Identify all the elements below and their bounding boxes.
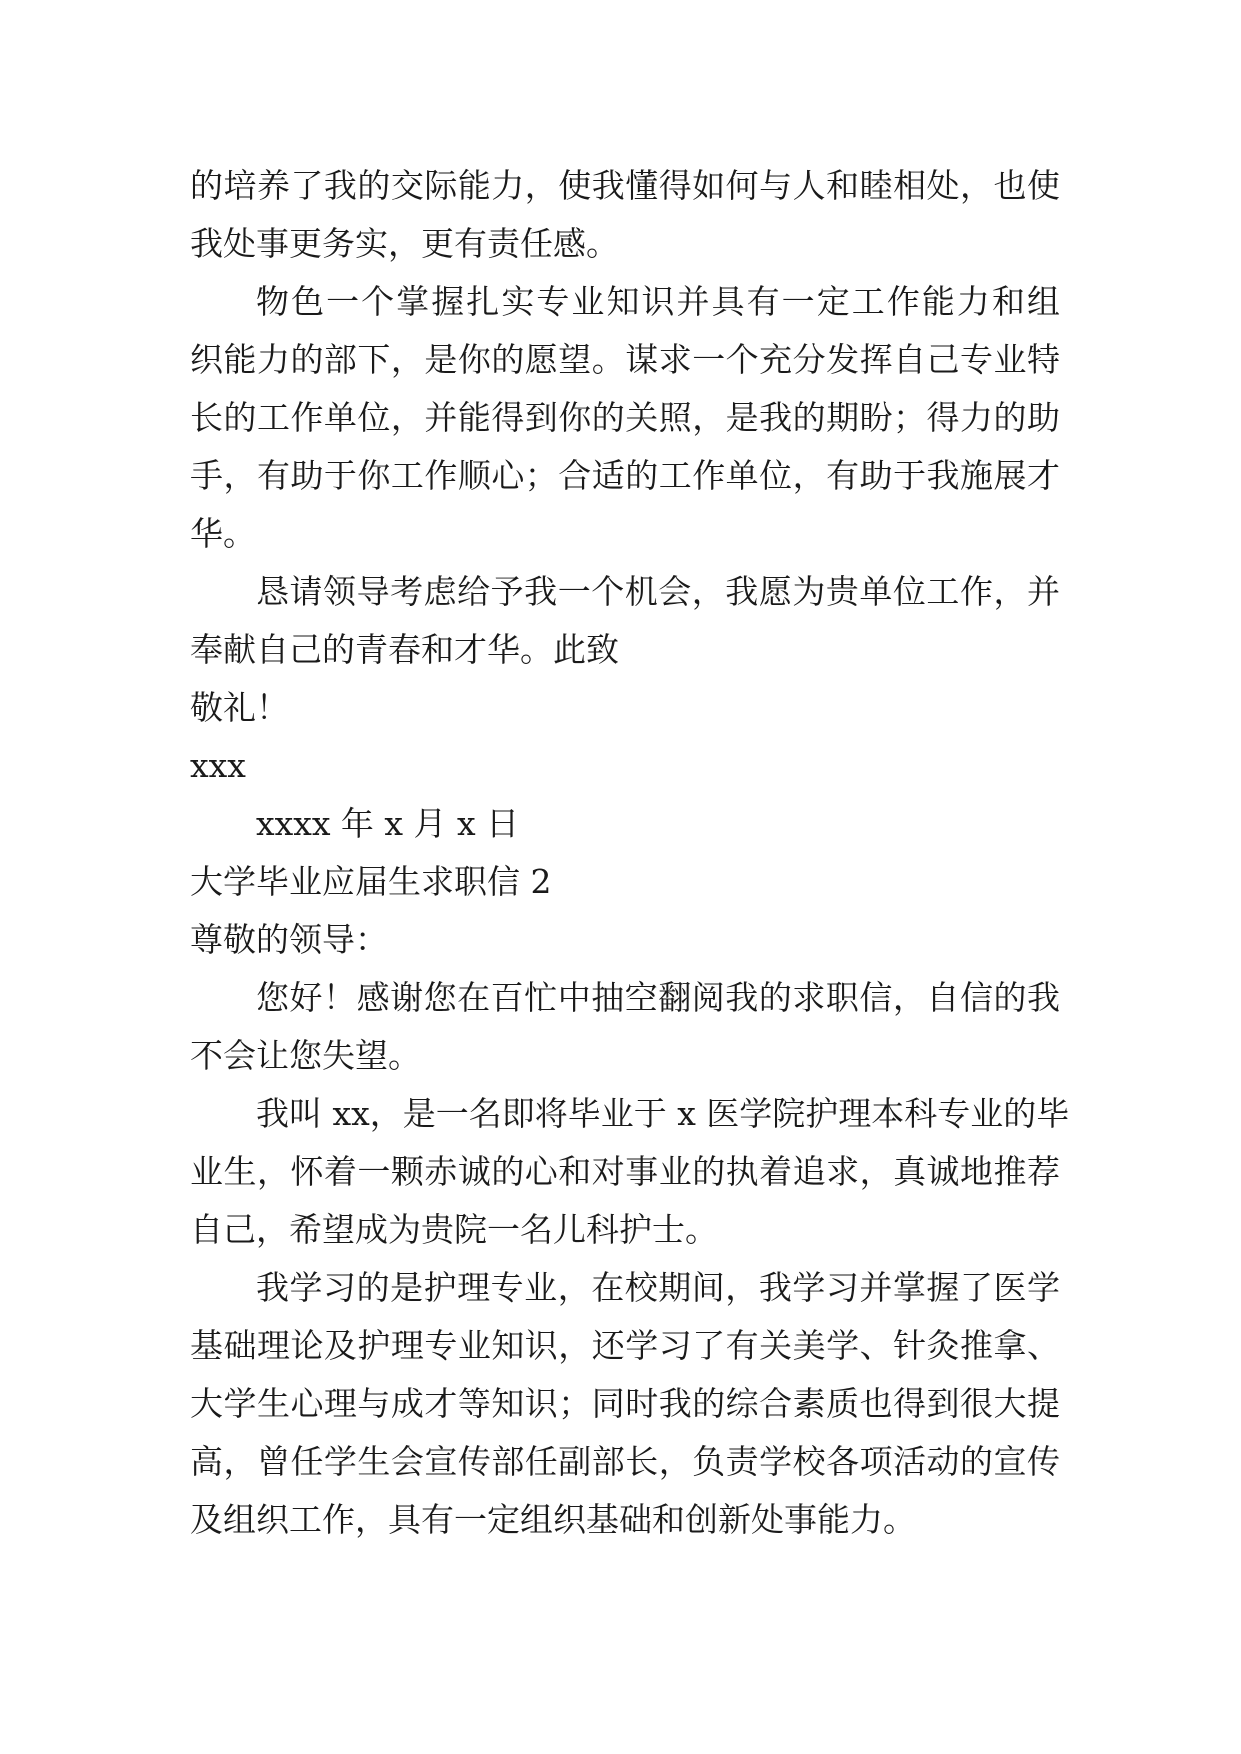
text-line: 您好！感谢您在百忙中抽空翻阅我的求职信，自信的我 <box>256 978 1060 1017</box>
text-line: 织能力的部下，是你的愿望。谋求一个充分发挥自己专业特 <box>190 340 1060 379</box>
text-line: 长的工作单位，并能得到你的关照，是我的期盼；得力的助 <box>190 398 1060 437</box>
text-line: 敬礼！ <box>190 688 289 727</box>
text-line: 华。 <box>190 514 256 553</box>
text-line: 我叫 xx，是一名即将毕业于 x 医学院护理本科专业的毕 <box>256 1094 1070 1133</box>
text-line: 自己，希望成为贵院一名儿科护士。 <box>190 1210 718 1249</box>
text-line: 及组织工作，具有一定组织基础和创新处事能力。 <box>190 1500 916 1539</box>
text-line: 大学生心理与成才等知识；同时我的综合素质也得到很大提 <box>190 1384 1060 1423</box>
text-line: 高，曾任学生会宣传部任副部长，负责学校各项活动的宣传 <box>190 1442 1060 1481</box>
text-line: 奉献自己的青春和才华。此致 <box>190 630 619 669</box>
text-line: 不会让您失望。 <box>190 1036 421 1075</box>
text-line: 大学毕业应届生求职信 2 <box>190 862 552 901</box>
text-line: 恳请领导考虑给予我一个机会，我愿为贵单位工作，并 <box>256 572 1060 611</box>
text-line: 我学习的是护理专业，在校期间，我学习并掌握了医学 <box>256 1268 1060 1307</box>
text-line: 我处事更务实，更有责任感。 <box>190 224 619 263</box>
text-line: 物色一个掌握扎实专业知识并具有一定工作能力和组 <box>256 282 1060 321</box>
text-line: 业生，怀着一颗赤诚的心和对事业的执着追求，真诚地推荐 <box>190 1152 1060 1191</box>
text-line: 手，有助于你工作顺心；合适的工作单位，有助于我施展才 <box>190 456 1060 495</box>
text-line: 基础理论及护理专业知识，还学习了有关美学、针灸推拿、 <box>190 1326 1060 1365</box>
text-line: 尊敬的领导： <box>190 920 388 959</box>
text-line: 的培养了我的交际能力，使我懂得如何与人和睦相处，也使 <box>190 166 1060 205</box>
text-line: xxx <box>190 746 246 785</box>
text-line: xxxx 年 x 月 x 日 <box>256 804 520 843</box>
